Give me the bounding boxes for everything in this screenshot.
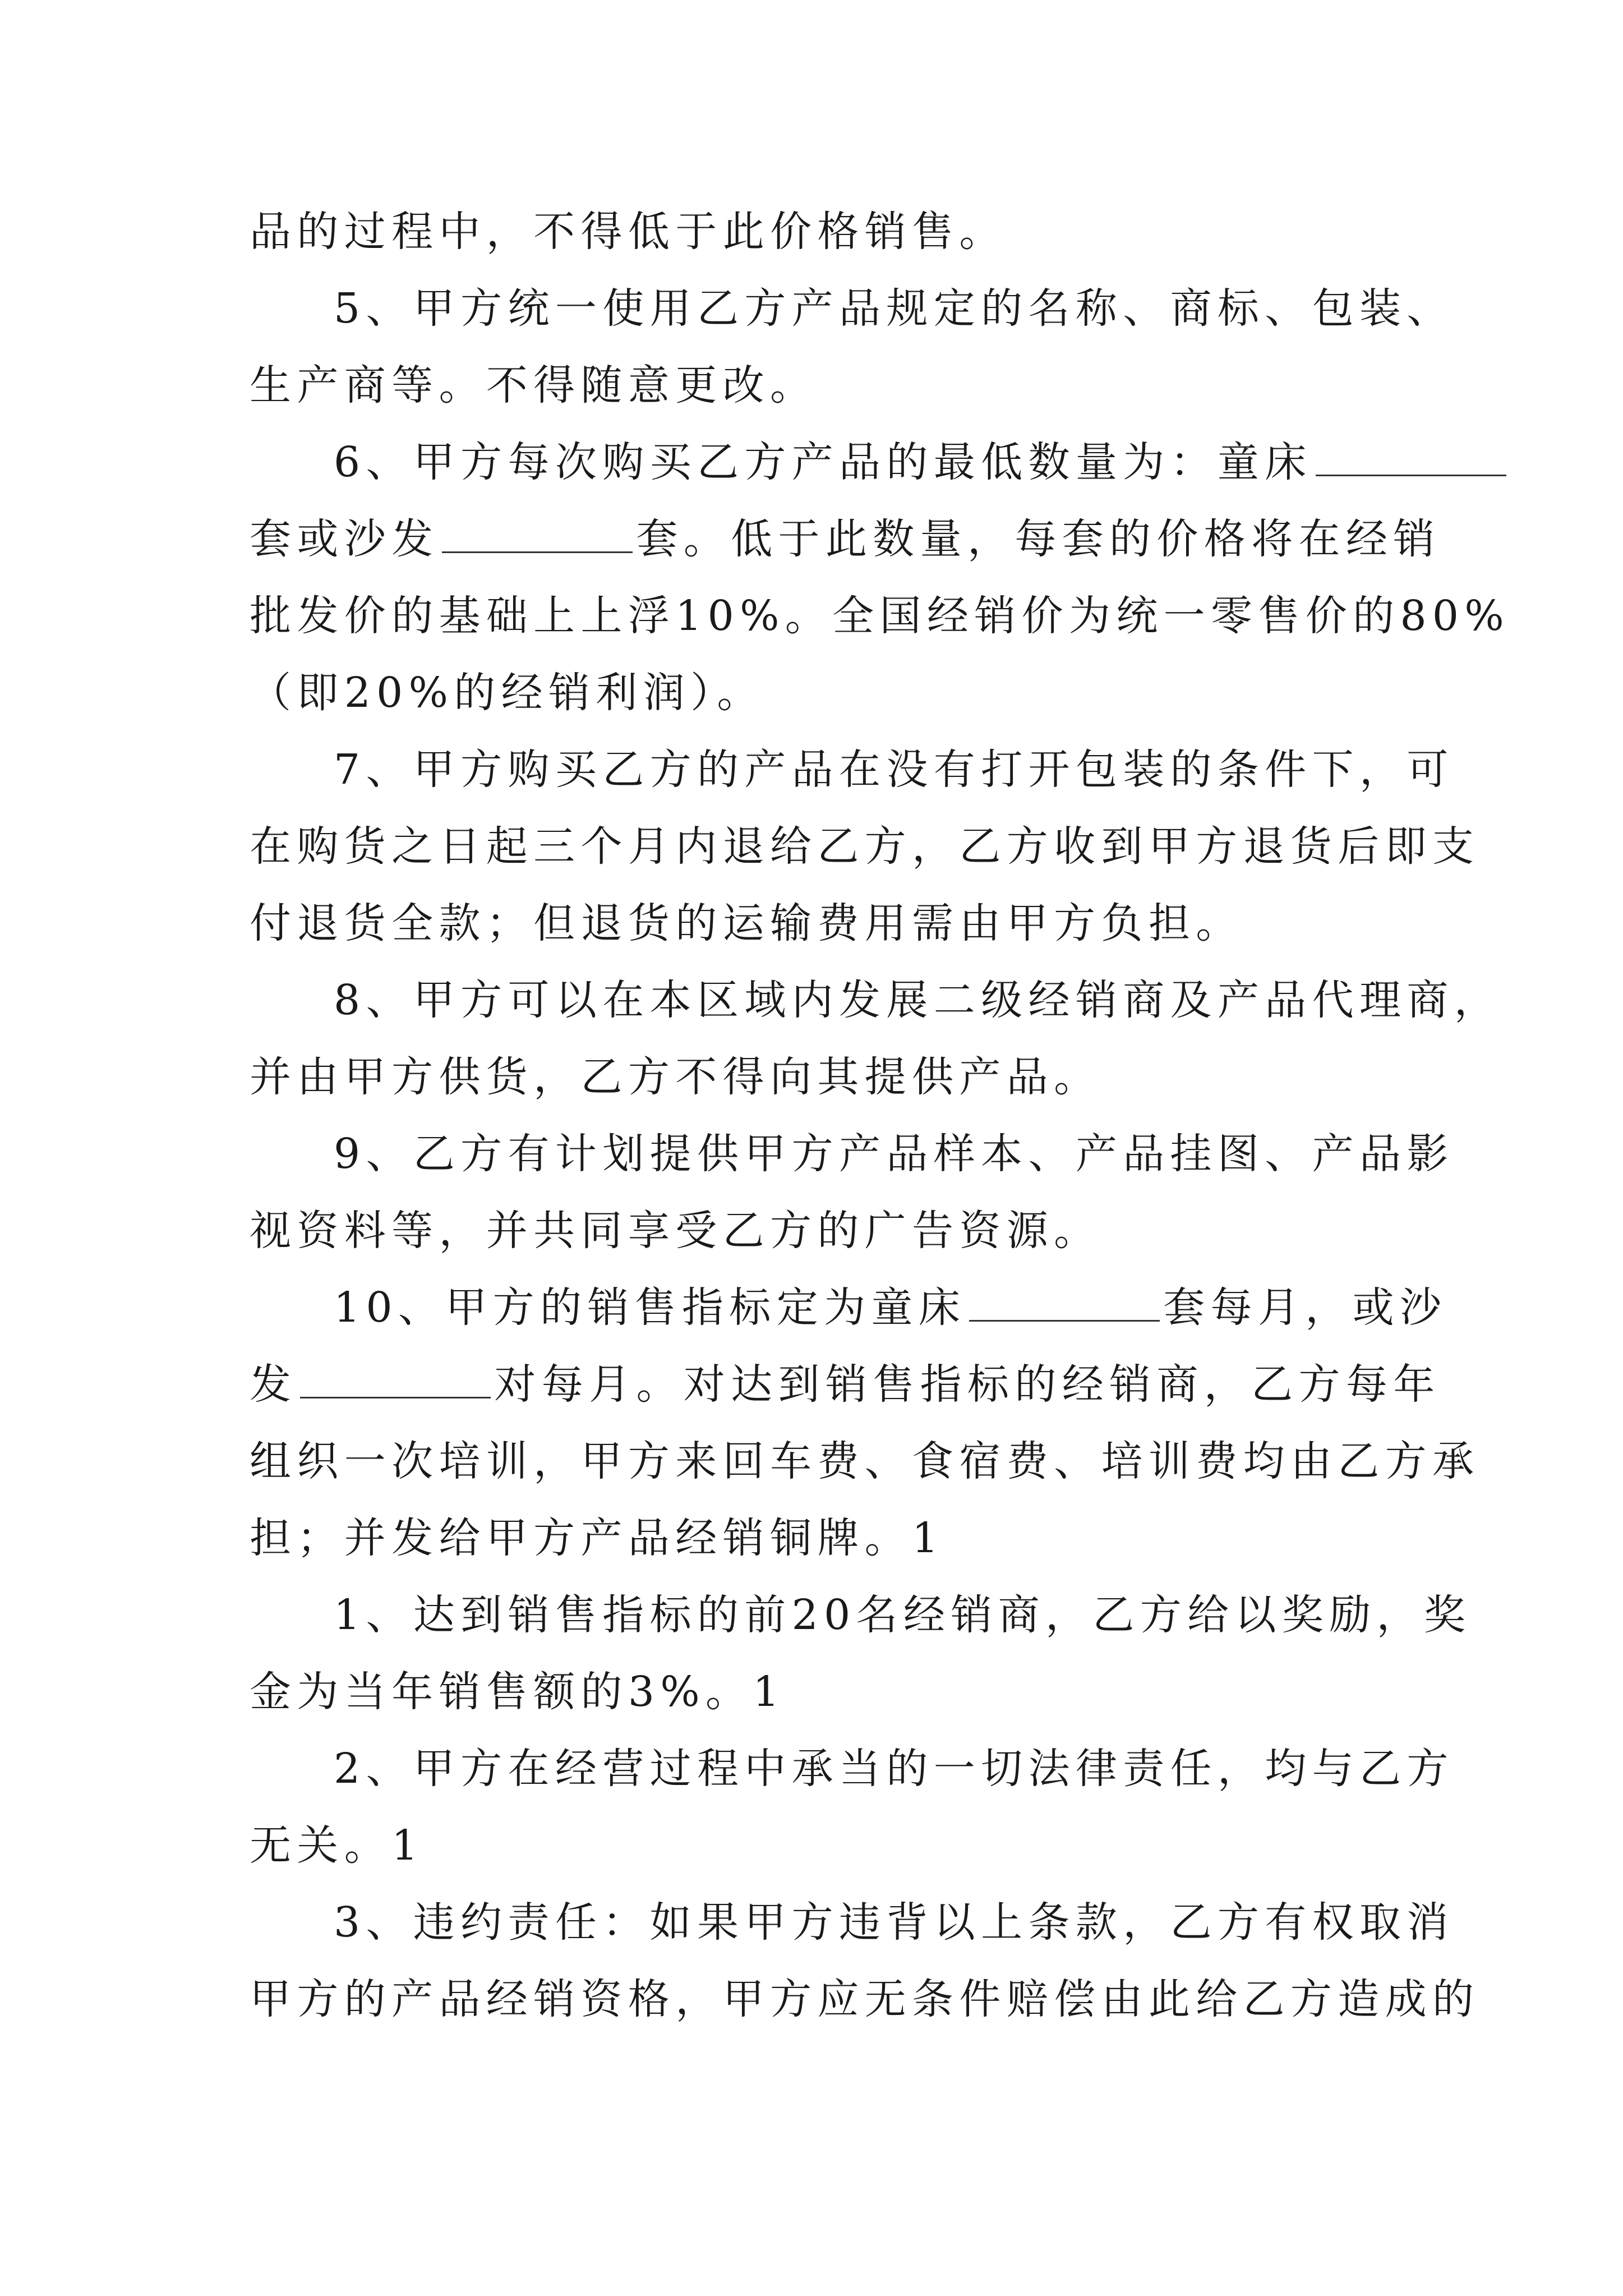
clause-8-line-1: 8、甲方可以在本区域内发展二级经销商及产品代理商， xyxy=(334,976,1502,1024)
clause-13-line-1: 3、违约责任：如果甲方违背以上条款，乙方有权取消 xyxy=(334,1898,1454,1947)
clause-12-line-2: 无关。1 xyxy=(250,1821,424,1870)
clause-6-text: 6、甲方每次购买乙方产品的最低数量为：童床 xyxy=(334,438,1312,486)
clause-6-text: 套。低于此数量，每套的价格将在经销 xyxy=(636,515,1441,563)
crib-target-blank xyxy=(969,1286,1160,1322)
sofa-quantity-blank xyxy=(442,518,633,553)
clause-10-text: 对每月。对达到销售指标的经销商，乙方每年 xyxy=(494,1360,1441,1409)
clause-9-line-1: 9、乙方有计划提供甲方产品样本、产品挂图、产品影 xyxy=(334,1130,1454,1178)
clause-10-text: 10、甲方的销售指标定为童床 xyxy=(334,1283,966,1332)
clause-6-line-1 xyxy=(250,424,1388,501)
clause-12-line-1: 2、甲方在经营过程中承当的一切法律责任，均与乙方 xyxy=(334,1745,1454,1793)
clause-9-line-2: 视资料等，并共同享受乙方的广告资源。 xyxy=(250,1207,1101,1255)
clause-11-line-2: 金为当年销售额的3%。1 xyxy=(250,1668,785,1716)
crib-quantity-blank xyxy=(1316,441,1506,476)
clause-7-line-1: 7、甲方购买乙方的产品在没有打开包装的条件下，可 xyxy=(334,746,1454,794)
clause-5-line-2: 生产商等。不得随意更改。 xyxy=(250,361,818,409)
clause-11-line-1: 1、达到销售指标的前20名经销商，乙方给以奖励，奖 xyxy=(334,1591,1472,1639)
clause-10-line-1 xyxy=(250,1269,1447,1346)
clause-6-line-2 xyxy=(250,501,1441,578)
clause-10-line-2 xyxy=(250,1346,1441,1423)
clause-10-text: 套每月，或沙 xyxy=(1163,1283,1447,1332)
clause-6-line-4: （即20%的经销利润）。 xyxy=(250,669,764,717)
contract-body xyxy=(250,194,1510,2038)
text-line: 品的过程中，不得低于此价格销售。 xyxy=(250,208,1007,256)
sofa-target-blank xyxy=(300,1363,491,1398)
clause-7-line-3: 付退货全款；但退货的运输费用需由甲方负担。 xyxy=(250,899,1243,947)
clause-8-line-2: 并由甲方供货，乙方不得向其提供产品。 xyxy=(250,1053,1101,1101)
clause-6-line-3: 批发价的基础上上浮10%。全国经销价为统一零售价的80% xyxy=(250,592,1510,640)
clause-10-text: 发 xyxy=(250,1360,297,1409)
clause-10-line-4: 担；并发给甲方产品经销铜牌。1 xyxy=(250,1514,944,1562)
clause-6-text: 套或沙发 xyxy=(250,515,439,563)
clause-5-line-1: 5、甲方统一使用乙方产品规定的名称、商标、包装、 xyxy=(334,284,1454,333)
clause-13-line-2: 甲方的产品经销资格，甲方应无条件赔偿由此给乙方造成的 xyxy=(250,1975,1480,2023)
clause-7-line-2: 在购货之日起三个月内退给乙方，乙方收到甲方退货后即支 xyxy=(250,822,1480,871)
clause-10-line-3: 组织一次培训，甲方来回车费、食宿费、培训费均由乙方承 xyxy=(250,1437,1480,1485)
